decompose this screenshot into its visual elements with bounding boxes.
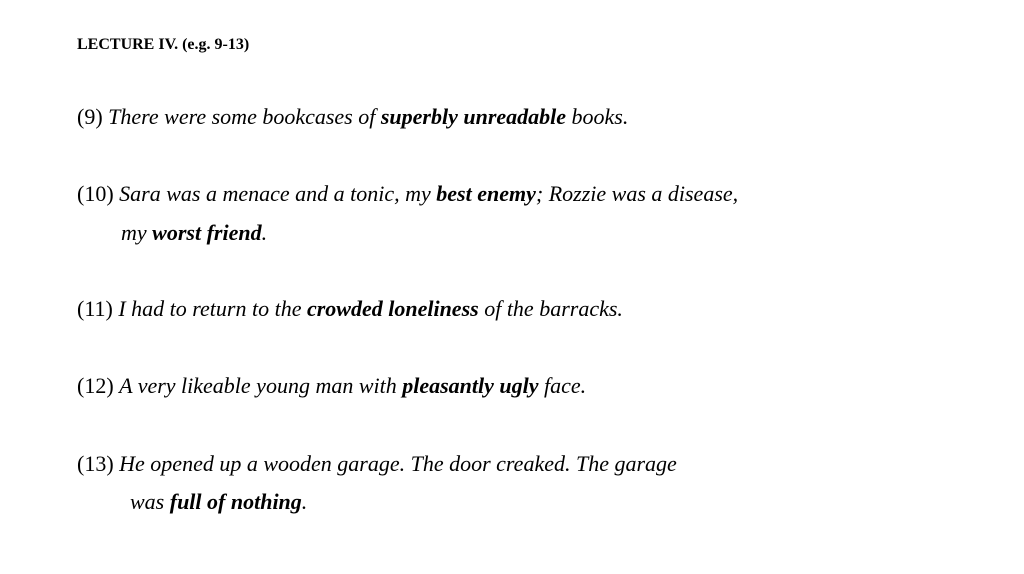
example-10-text-mid: ; Rozzie was a disease, xyxy=(535,181,739,206)
lecture-heading: LECTURE IV. (e.g. 9-13) xyxy=(77,36,250,53)
example-12-highlight: pleasantly ugly xyxy=(402,373,539,398)
example-13-text-end: . xyxy=(301,489,308,514)
example-13-continued xyxy=(130,489,307,515)
example-11-number: (11) xyxy=(77,296,119,321)
example-9-number: (9) xyxy=(77,104,109,129)
example-10-text-end: . xyxy=(261,220,268,245)
example-12-text-end: face. xyxy=(538,373,587,398)
example-13-number: (13) xyxy=(77,451,120,476)
example-13-highlight: full of nothing xyxy=(169,489,302,514)
example-12-text: A very likeable young man with xyxy=(119,373,403,398)
example-9-text-end: books. xyxy=(566,104,629,129)
example-10-text: Sara was a menace and a tonic, my xyxy=(119,181,437,206)
example-12-number: (12) xyxy=(77,373,120,398)
example-11 xyxy=(77,296,623,322)
example-9-text: There were some bookcases of xyxy=(108,104,381,129)
example-10-number: (10) xyxy=(77,181,120,206)
example-11-text-end: of the barracks. xyxy=(478,296,623,321)
example-10-continued xyxy=(121,220,267,246)
example-13 xyxy=(77,451,677,477)
example-10-text-2: my xyxy=(121,220,153,245)
example-10-highlight-1: best enemy xyxy=(436,181,536,206)
example-12 xyxy=(77,373,586,399)
example-11-highlight: crowded loneliness xyxy=(306,296,479,321)
example-10-highlight-2: worst friend xyxy=(152,220,262,245)
example-9 xyxy=(77,104,628,130)
example-9-highlight: superbly unreadable xyxy=(380,104,567,129)
example-13-text-2: was xyxy=(130,489,170,514)
example-10 xyxy=(77,181,738,207)
example-11-text: I had to return to the xyxy=(118,296,307,321)
example-13-text: He opened up a wooden garage. The door creaked. The garage xyxy=(119,451,677,476)
